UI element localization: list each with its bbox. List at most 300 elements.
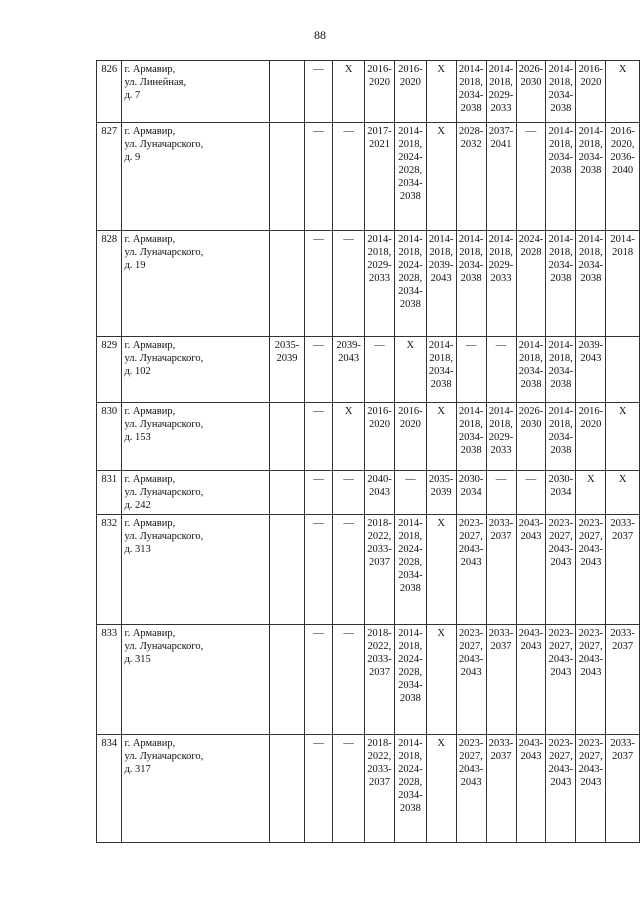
period-cell xyxy=(546,337,576,403)
period-line: 2014- xyxy=(398,628,423,639)
period-cell xyxy=(576,61,606,123)
period-line: 2016- xyxy=(367,406,392,417)
period-line: 2029- xyxy=(367,260,392,271)
period-cell xyxy=(333,403,365,471)
period-cell xyxy=(333,471,365,515)
period-line: 2020 xyxy=(399,419,421,430)
period-line: 2023- xyxy=(548,518,574,529)
period-line: 2018, xyxy=(429,247,453,258)
period-line: 2043- xyxy=(458,654,484,665)
period-cell xyxy=(270,61,304,123)
period-line: 2038 xyxy=(550,273,572,284)
period-line: 2014- xyxy=(548,406,574,417)
period-line: 2037 xyxy=(490,531,512,542)
period-line: 2016- xyxy=(578,406,604,417)
period-cell xyxy=(426,471,456,515)
address-line: д. 102 xyxy=(124,366,151,377)
period-cell xyxy=(456,123,486,231)
period-line: 2018, xyxy=(398,247,423,258)
period-line: 2039 xyxy=(276,353,298,364)
period-cell xyxy=(456,403,486,471)
period-cell xyxy=(365,123,395,231)
period-line: 2043- xyxy=(548,544,574,555)
period-line: 2034- xyxy=(458,90,484,101)
period-line: 2034- xyxy=(398,680,423,691)
period-cell xyxy=(486,61,516,123)
address-line: г. Армавир, xyxy=(124,628,176,639)
period-cell xyxy=(516,123,546,231)
period-line: 2043- xyxy=(578,764,604,775)
period-line: Х xyxy=(437,628,445,639)
period-line: 2027, xyxy=(579,751,603,762)
table-row xyxy=(97,337,640,403)
period-line: 2023- xyxy=(458,738,484,749)
period-line: Х xyxy=(437,518,445,529)
period-line: 2014- xyxy=(398,126,423,137)
period-line: 2043- xyxy=(518,738,544,749)
period-line: 2034- xyxy=(548,260,574,271)
address-line: д. 9 xyxy=(124,152,141,163)
period-cell xyxy=(456,735,486,843)
period-cell xyxy=(516,403,546,471)
period-line: 2018, xyxy=(459,77,483,88)
period-line: 2030 xyxy=(520,419,542,430)
period-line: 2018, xyxy=(398,751,423,762)
period-cell xyxy=(516,735,546,843)
period-line: 2018, xyxy=(579,139,603,150)
period-line: 2027, xyxy=(579,641,603,652)
period-line: 2033- xyxy=(367,764,392,775)
period-line: 2043 xyxy=(580,667,602,678)
address-cell xyxy=(122,625,270,735)
period-line: Х xyxy=(406,340,415,351)
period-line: 2043 xyxy=(580,557,602,568)
period-line: 2018, xyxy=(398,641,423,652)
period-line: 2039- xyxy=(336,340,361,351)
period-line: 2018, xyxy=(398,139,423,150)
period-line: 2033- xyxy=(367,544,392,555)
period-line: 2022, xyxy=(367,531,392,542)
period-line: 2024- xyxy=(398,654,423,665)
period-cell xyxy=(456,61,486,123)
period-cell xyxy=(365,61,395,123)
period-cell xyxy=(394,231,426,337)
address-line: г. Армавир, xyxy=(124,64,176,75)
period-line: 2039 xyxy=(430,487,452,498)
period-cell xyxy=(576,735,606,843)
period-line: 2028, xyxy=(398,777,423,788)
period-line: 2038 xyxy=(460,103,482,114)
table-row xyxy=(97,403,640,471)
period-cell xyxy=(365,231,395,337)
period-line: — xyxy=(343,126,354,137)
period-line: — xyxy=(525,126,537,137)
period-line: 2043 xyxy=(460,777,482,788)
period-line: 2033 xyxy=(490,103,512,114)
period-line: 2038 xyxy=(399,803,421,814)
period-cell xyxy=(486,123,516,231)
period-cell xyxy=(304,403,333,471)
period-line: — xyxy=(343,518,354,529)
period-line: 2014- xyxy=(398,738,423,749)
period-cell xyxy=(606,61,640,123)
period-line: 2043- xyxy=(548,654,574,665)
period-line: 2033- xyxy=(488,518,514,529)
period-line: — xyxy=(495,474,507,485)
period-line: Х xyxy=(437,64,445,75)
period-cell xyxy=(606,123,640,231)
table-row xyxy=(97,61,640,123)
period-line: 2038 xyxy=(399,299,421,310)
period-cell xyxy=(546,735,576,843)
period-line: — xyxy=(313,474,324,485)
period-cell xyxy=(606,735,640,843)
period-line: Х xyxy=(618,474,627,485)
period-line: 2038 xyxy=(399,191,421,202)
period-line: 2043 xyxy=(520,751,542,762)
row-number: 828 xyxy=(97,231,122,337)
table-row xyxy=(97,123,640,231)
period-line: 2028, xyxy=(398,165,423,176)
period-line: 2014- xyxy=(398,518,423,529)
period-cell xyxy=(426,231,456,337)
period-line: — xyxy=(495,340,507,351)
period-cell xyxy=(486,515,516,625)
period-line: 2034- xyxy=(398,178,423,189)
period-line: 2039- xyxy=(428,260,454,271)
period-line: 2034- xyxy=(458,432,484,443)
period-line: 2043- xyxy=(578,544,604,555)
period-line: 2018, xyxy=(459,419,483,430)
period-line: Х xyxy=(587,474,595,485)
period-cell xyxy=(486,337,516,403)
period-line: Х xyxy=(437,126,445,137)
period-line: 2043- xyxy=(518,518,544,529)
period-cell xyxy=(426,403,456,471)
period-line: 2043 xyxy=(520,531,542,542)
row-number: 832 xyxy=(97,515,122,625)
table-row xyxy=(97,471,640,515)
period-cell xyxy=(546,515,576,625)
period-line: 2033- xyxy=(488,738,514,749)
period-line: 2016- xyxy=(367,64,392,75)
period-line: — xyxy=(313,406,324,417)
address-line: г. Армавир, xyxy=(124,126,176,137)
period-cell xyxy=(456,231,486,337)
period-line: Х xyxy=(344,406,353,417)
period-cell xyxy=(576,515,606,625)
period-line: 2037 xyxy=(368,557,390,568)
period-line: 2024- xyxy=(398,764,423,775)
period-line: 2043- xyxy=(458,544,484,555)
period-line: 2043 xyxy=(580,353,602,364)
row-number: 830 xyxy=(97,403,122,471)
period-line: 2018, xyxy=(489,419,513,430)
period-line: 2034- xyxy=(578,260,604,271)
period-cell xyxy=(546,61,576,123)
period-line: 2033- xyxy=(610,628,635,639)
period-cell xyxy=(456,337,486,403)
period-line: 2014- xyxy=(398,234,423,245)
period-line: 2028, xyxy=(398,667,423,678)
address-cell xyxy=(122,337,270,403)
period-line: 2033- xyxy=(610,518,635,529)
address-line: г. Армавир, xyxy=(124,738,176,749)
period-line: 2043 xyxy=(550,777,572,788)
period-line: 2018, xyxy=(549,77,573,88)
period-line: 2038 xyxy=(460,445,482,456)
period-line: 2043 xyxy=(430,273,452,284)
row-number: 826 xyxy=(97,61,122,123)
period-cell xyxy=(304,337,333,403)
period-cell xyxy=(606,337,640,403)
period-line: — xyxy=(343,628,354,639)
period-cell xyxy=(270,123,304,231)
period-line: 2014- xyxy=(367,234,392,245)
period-cell xyxy=(486,735,516,843)
address-line: г. Армавир, xyxy=(124,474,176,485)
period-line: 2034- xyxy=(398,286,423,297)
period-line: 2018, xyxy=(398,531,423,542)
period-cell xyxy=(546,403,576,471)
period-line: 2034- xyxy=(578,152,604,163)
period-line: 2040 xyxy=(612,165,634,176)
address-line: ул. Луначарского, xyxy=(124,419,204,430)
period-line: 2028 xyxy=(520,247,542,258)
period-cell xyxy=(304,123,333,231)
address-line: д. 153 xyxy=(124,432,151,443)
period-line: 2030- xyxy=(458,474,484,485)
period-line: 2039- xyxy=(578,340,604,351)
period-line: — xyxy=(313,234,324,245)
period-cell xyxy=(333,231,365,337)
address-line: ул. Луначарского, xyxy=(124,353,204,364)
period-line: 2037 xyxy=(368,777,390,788)
period-line: 2038 xyxy=(580,273,602,284)
period-line: 2018, xyxy=(519,353,543,364)
table-row xyxy=(97,625,640,735)
period-line: 2038 xyxy=(550,379,572,390)
period-line: 2018, xyxy=(429,353,453,364)
period-line: 2022, xyxy=(367,751,392,762)
period-line: 2040- xyxy=(367,474,392,485)
address-cell xyxy=(122,735,270,843)
period-cell xyxy=(394,625,426,735)
period-line: 2033- xyxy=(367,654,392,665)
period-cell xyxy=(333,123,365,231)
period-cell xyxy=(270,231,304,337)
table-row xyxy=(97,231,640,337)
period-line: 2024- xyxy=(398,152,423,163)
period-line: 2034- xyxy=(428,366,454,377)
period-cell xyxy=(365,403,395,471)
period-line: 2014- xyxy=(488,406,514,417)
period-cell xyxy=(333,515,365,625)
period-line: 2035- xyxy=(274,340,300,351)
period-line: 2033 xyxy=(490,445,512,456)
period-cell xyxy=(606,231,640,337)
period-line: 2034- xyxy=(518,366,544,377)
period-line: — xyxy=(343,738,354,749)
period-line: 2043 xyxy=(580,777,602,788)
period-cell xyxy=(516,61,546,123)
period-line: 2027, xyxy=(459,751,483,762)
period-line: 2018- xyxy=(367,738,392,749)
period-line: 2014- xyxy=(578,234,604,245)
period-line: 2014- xyxy=(548,126,574,137)
period-line: 2020 xyxy=(368,77,390,88)
table-row xyxy=(97,735,640,843)
period-line: — xyxy=(374,340,385,351)
period-cell xyxy=(304,735,333,843)
period-line: 2037- xyxy=(488,126,514,137)
period-line: 2020 xyxy=(580,77,602,88)
period-line: Х xyxy=(618,406,627,417)
period-cell xyxy=(394,123,426,231)
period-line: — xyxy=(313,340,324,351)
period-line: 2038 xyxy=(460,273,482,284)
row-number: 834 xyxy=(97,735,122,843)
period-cell xyxy=(456,471,486,515)
period-line: Х xyxy=(437,738,445,749)
period-cell xyxy=(270,337,304,403)
period-line: 2014- xyxy=(488,64,514,75)
period-line: 2034- xyxy=(548,90,574,101)
period-line: 2029- xyxy=(488,260,514,271)
period-line: 2043 xyxy=(520,641,542,652)
period-line: 2043 xyxy=(460,667,482,678)
period-cell xyxy=(304,515,333,625)
period-line: 2014- xyxy=(518,340,544,351)
period-line: 2016- xyxy=(398,406,423,417)
period-cell xyxy=(394,337,426,403)
period-line: 2028- xyxy=(458,126,484,137)
period-line: 2014- xyxy=(548,234,574,245)
period-cell xyxy=(333,735,365,843)
period-line: 2023- xyxy=(548,738,574,749)
address-cell xyxy=(122,231,270,337)
period-cell xyxy=(516,625,546,735)
address-line: д. 242 xyxy=(124,500,151,511)
period-line: 2018, xyxy=(549,419,573,430)
period-line: 2014- xyxy=(458,64,484,75)
period-line: 2037 xyxy=(612,641,634,652)
period-cell xyxy=(456,515,486,625)
period-line: 2014- xyxy=(428,340,454,351)
period-line: 2034- xyxy=(548,152,574,163)
period-line: 2030- xyxy=(548,474,574,485)
period-cell xyxy=(270,471,304,515)
period-line: 2033 xyxy=(368,273,390,284)
page-number: 88 xyxy=(314,28,326,42)
period-line: 2038 xyxy=(550,165,572,176)
period-line: 2023- xyxy=(578,628,604,639)
period-line: 2033- xyxy=(610,738,635,749)
period-line: 2014- xyxy=(548,340,574,351)
period-line: 2028, xyxy=(398,557,423,568)
period-line: 2023- xyxy=(458,628,484,639)
period-cell xyxy=(365,515,395,625)
period-cell xyxy=(365,735,395,843)
period-line: 2027, xyxy=(549,531,573,542)
period-cell xyxy=(365,625,395,735)
period-cell xyxy=(576,625,606,735)
period-line: 2014- xyxy=(610,234,635,245)
period-line: 2043- xyxy=(578,654,604,665)
period-line: 2024- xyxy=(398,544,423,555)
address-line: ул. Луначарского, xyxy=(124,751,204,762)
period-line: — xyxy=(465,340,477,351)
period-cell xyxy=(606,515,640,625)
period-cell xyxy=(270,515,304,625)
period-line: 2034 xyxy=(460,487,482,498)
period-cell xyxy=(576,471,606,515)
address-line: ул. Луначарского, xyxy=(124,641,204,652)
period-line: 2043 xyxy=(460,557,482,568)
period-cell xyxy=(486,231,516,337)
period-line: 2014- xyxy=(458,234,484,245)
period-cell xyxy=(546,231,576,337)
period-line: 2020, xyxy=(610,139,635,150)
period-line: 2034- xyxy=(548,432,574,443)
address-line: д. 317 xyxy=(124,764,151,775)
period-line: 2028, xyxy=(398,273,423,284)
period-line: 2038 xyxy=(550,103,572,114)
period-line: — xyxy=(313,518,324,529)
period-cell xyxy=(304,231,333,337)
period-line: — xyxy=(525,474,537,485)
period-line: 2037 xyxy=(368,667,390,678)
period-line: 2043 xyxy=(338,353,360,364)
period-line: 2041 xyxy=(490,139,512,150)
period-cell xyxy=(394,403,426,471)
period-cell xyxy=(516,471,546,515)
period-cell xyxy=(426,123,456,231)
period-line: 2016- xyxy=(578,64,604,75)
period-line: 2018, xyxy=(489,247,513,258)
period-line: 2020 xyxy=(399,77,421,88)
row-number: 827 xyxy=(97,123,122,231)
period-cell xyxy=(486,403,516,471)
period-line: 2037 xyxy=(612,531,634,542)
period-cell xyxy=(394,515,426,625)
period-line: 2018- xyxy=(367,518,392,529)
period-line: 2018 xyxy=(612,247,634,258)
period-line: — xyxy=(405,474,416,485)
period-cell xyxy=(516,515,546,625)
period-line: 2018, xyxy=(579,247,603,258)
period-line: 2043 xyxy=(368,487,390,498)
period-line: 2018, xyxy=(549,139,573,150)
period-cell xyxy=(333,625,365,735)
period-cell xyxy=(456,625,486,735)
period-cell xyxy=(333,61,365,123)
period-line: 2023- xyxy=(578,738,604,749)
address-line: г. Армавир, xyxy=(124,234,176,245)
period-line: 2014- xyxy=(458,406,484,417)
period-cell xyxy=(486,625,516,735)
period-cell xyxy=(426,337,456,403)
period-line: 2034- xyxy=(548,366,574,377)
period-line: 2027, xyxy=(459,641,483,652)
address-line: ул. Луначарского, xyxy=(124,247,204,258)
period-line: 2014- xyxy=(488,234,514,245)
period-cell xyxy=(270,403,304,471)
period-line: 2029- xyxy=(488,432,514,443)
period-line: 2034- xyxy=(458,260,484,271)
address-cell xyxy=(122,61,270,123)
period-line: 2017- xyxy=(367,126,392,137)
